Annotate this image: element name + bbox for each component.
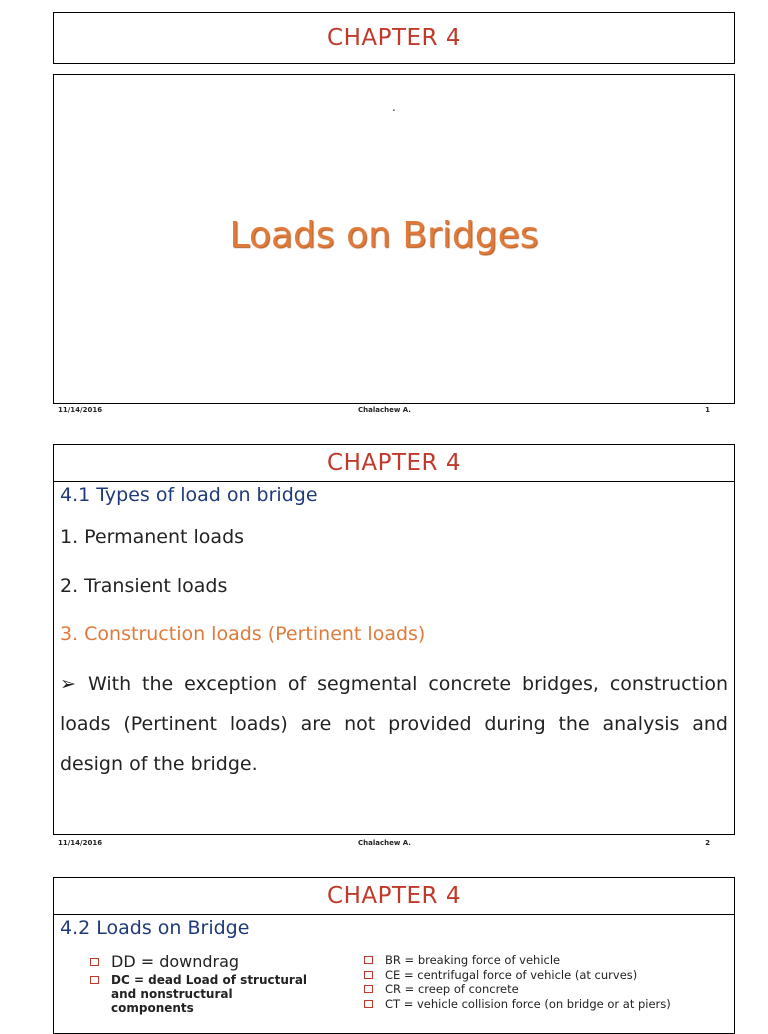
slide1-footer (58, 406, 710, 418)
footer-date: 11/14/2016 (58, 406, 103, 414)
slide3-left-list (90, 952, 330, 1015)
list-item: BR = breaking force of vehicle (364, 953, 704, 968)
list-item: CR = creep of concrete (364, 982, 704, 997)
slide2-item-permanent: 1. Permanent loads (60, 526, 245, 548)
footer-author: Chalachew A. (358, 406, 411, 414)
footer-page-number: 1 (705, 406, 710, 414)
footer-author: Chalachew A. (358, 839, 411, 847)
slide3-right-list (364, 953, 704, 1011)
slide2-chapter-box (53, 444, 735, 482)
slide3-chapter-box (53, 877, 735, 915)
slide2-bullet (60, 664, 728, 784)
list-item: DD = downdrag (90, 952, 330, 971)
slide1-chapter-title: CHAPTER 4 (327, 25, 461, 51)
square-bullet-icon (90, 976, 99, 984)
square-bullet-icon (364, 1000, 373, 1008)
slide3-section-heading: 4.2 Loads on Bridge (60, 917, 250, 939)
list-item: CT = vehicle collision force (on bridge or at piers) (364, 997, 704, 1012)
slide2-item-transient: 2. Transient loads (60, 575, 228, 597)
footer-page-number: 2 (705, 839, 710, 847)
list-item: CE = centrifugal force of vehicle (at curves) (364, 968, 704, 983)
slide2-footer (58, 839, 710, 851)
slide2-item-construction: 3. Construction loads (Pertinent loads) (60, 623, 426, 645)
slide3-chapter-title: CHAPTER 4 (327, 883, 461, 909)
square-bullet-icon (364, 956, 373, 964)
square-bullet-icon (364, 985, 373, 993)
slide2-bullet-text: With the exception of segmental concrete bridges, construction loads (Pertinent loads) are not provided during the analysis and design of the bridge. (60, 673, 728, 775)
list-item: DC = dead Load of structural and nonstructural components (90, 973, 330, 1015)
square-bullet-icon (364, 971, 373, 979)
square-bullet-icon (90, 958, 99, 966)
arrow-bullet-icon: ➢ (60, 673, 76, 695)
slide1-main-title: Loads on Bridges (229, 215, 539, 256)
slide2-section-heading: 4.1 Types of load on bridge (60, 484, 318, 506)
slide2-chapter-title: CHAPTER 4 (327, 450, 461, 476)
slide1-dot: . (392, 100, 396, 114)
slide1-chapter-box (53, 12, 735, 64)
footer-date: 11/14/2016 (58, 839, 103, 847)
